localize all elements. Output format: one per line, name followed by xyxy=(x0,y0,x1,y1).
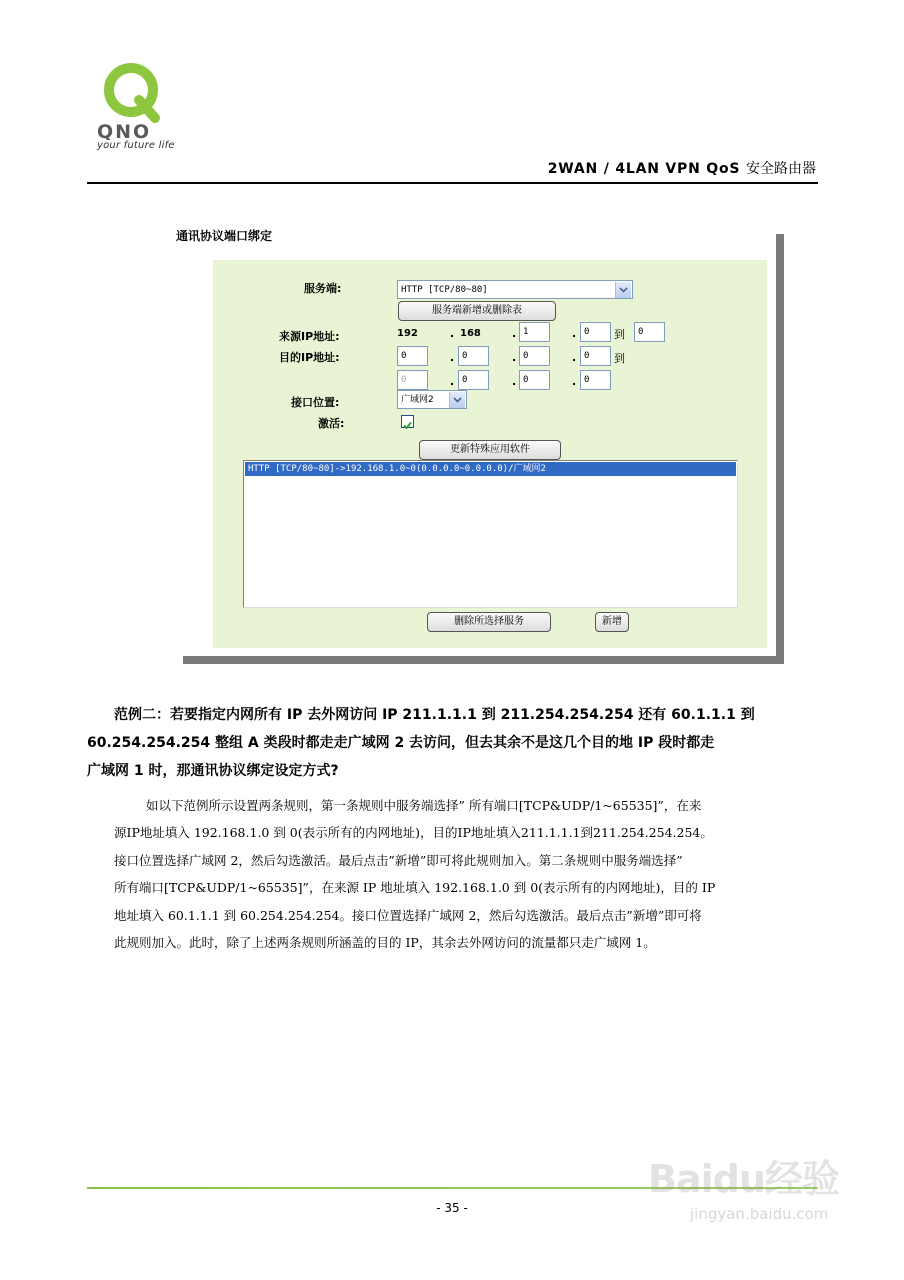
interface-select[interactable] xyxy=(397,390,467,409)
source-ip-octet-2: 168 xyxy=(460,328,481,339)
panel-shadow xyxy=(776,234,784,664)
example-heading-line-3: 广域网 1 时，那通讯协议绑定设定方式? xyxy=(87,763,339,779)
ip-dot: . xyxy=(450,351,455,364)
example-body-line-1: 如以下范例所示设置两条规则，第一条规则中服务端选择” 所有端口[TCP&UDP/1~65535]”，在来 xyxy=(146,798,702,813)
dest-ip-end-octet-3-input[interactable]: 0 xyxy=(519,370,550,390)
baidu-watermark: Baidu经验 xyxy=(648,1157,839,1201)
source-ip-end-input[interactable]: 0 xyxy=(634,322,665,342)
service-manage-button[interactable]: 服务端新增或删除表 xyxy=(398,301,556,321)
example-body-line-4: 所有端口[TCP&UDP/1~65535]”，在来源 IP 地址填入 192.168.1.0 到 0(表示所有的内网地址)，目的 IP xyxy=(114,880,716,895)
enable-label: 激活: xyxy=(318,417,345,430)
dest-ip-end-octet-2-input[interactable]: 0 xyxy=(458,370,489,390)
source-ip-octet-1: 192 xyxy=(397,328,418,339)
dest-ip-end-octet-4-input[interactable]: 0 xyxy=(580,370,611,390)
ip-dot: . xyxy=(572,351,577,364)
ip-dot: . xyxy=(512,375,517,388)
rules-list-item[interactable]: HTTP [TCP/80~80]->192.168.1.0~0(0.0.0.0~0.0.0.0)/广域网2 xyxy=(245,462,736,476)
dest-ip-end-octet-1-input[interactable]: 0 xyxy=(397,370,428,390)
source-ip-octet-3-input[interactable]: 1 xyxy=(519,322,550,342)
delete-selected-button[interactable]: 删除所选择服务 xyxy=(427,612,551,632)
dest-ip-start-octet-4-input[interactable]: 0 xyxy=(580,346,611,366)
ip-dot: . xyxy=(512,351,517,364)
example-body-line-6: 此规则加入。此时，除了上述两条规则所涵盖的目的 IP，其余去外网访问的流量都只走广域网 1。 xyxy=(114,935,656,950)
header-divider xyxy=(87,182,818,184)
page-number: - 35 - xyxy=(436,1201,468,1215)
dest-to-label: 到 xyxy=(614,352,625,365)
checkmark-icon xyxy=(402,420,413,431)
interface-select-value: 广域网2 xyxy=(401,395,434,405)
document-title xyxy=(470,158,816,178)
example-heading-line-1: 范例二：若要指定内网所有 IP 去外网访问 IP 211.1.1.1 到 211.254.254.254 还有 60.1.1.1 到 xyxy=(114,707,755,723)
chevron-down-icon[interactable] xyxy=(449,392,465,408)
dest-ip-label: 目的IP地址: xyxy=(279,351,340,364)
source-to-label: 到 xyxy=(614,328,625,341)
service-label: 服务端: xyxy=(304,282,342,295)
add-button[interactable]: 新增 xyxy=(595,612,629,632)
qno-logo-icon xyxy=(95,60,175,140)
example-body-line-3: 接口位置选择广域网 2，然后勾选激活。最后点击”新增”即可将此规则加入。第二条规则中服务端选择” xyxy=(114,853,683,868)
service-select[interactable] xyxy=(397,280,633,299)
update-special-apps-button[interactable]: 更新特殊应用软件 xyxy=(419,440,561,460)
ip-dot: . xyxy=(450,327,455,340)
dest-ip-start-octet-2-input[interactable]: 0 xyxy=(458,346,489,366)
document-title-cn: 安全路由器 xyxy=(746,161,816,177)
baidu-watermark-url: jingyan.baidu.com xyxy=(690,1205,829,1223)
ip-dot: . xyxy=(450,375,455,388)
document-title-en: 2WAN / 4LAN VPN QoS xyxy=(547,161,741,177)
dest-ip-start-octet-1-input[interactable]: 0 xyxy=(397,346,428,366)
dest-ip-start-octet-3-input[interactable]: 0 xyxy=(519,346,550,366)
rules-listbox[interactable] xyxy=(243,460,738,608)
chevron-down-icon[interactable] xyxy=(615,282,631,298)
ip-dot: . xyxy=(572,375,577,388)
ip-dot: . xyxy=(572,327,577,340)
interface-label: 接口位置: xyxy=(291,396,340,409)
logo-tagline: your future life xyxy=(97,140,175,151)
example-heading-line-2: 60.254.254.254 整组 A 类段时都走走广域网 2 去访问，但去其余不是这几个目的地 IP 段时都走 xyxy=(87,735,715,751)
enable-checkbox[interactable] xyxy=(401,415,414,428)
ip-dot: . xyxy=(512,327,517,340)
example-body-line-2: 源IP地址填入 192.168.1.0 到 0(表示所有的内网地址)，目的IP地址填入211.1.1.1到211.254.254.254。 xyxy=(114,825,713,840)
panel-title: 通讯协议端口绑定 xyxy=(176,229,273,243)
source-ip-octet-4-input[interactable]: 0 xyxy=(580,322,611,342)
logo-text: QNO xyxy=(97,121,152,140)
service-select-value: HTTP [TCP/80~80] xyxy=(401,285,488,295)
example-body-line-5: 地址填入 60.1.1.1 到 60.254.254.254。接口位置选择广域网 2，然后勾选激活。最后点击”新增”即可将 xyxy=(114,908,702,923)
source-ip-label: 来源IP地址: xyxy=(279,330,340,343)
panel-shadow xyxy=(183,656,784,664)
